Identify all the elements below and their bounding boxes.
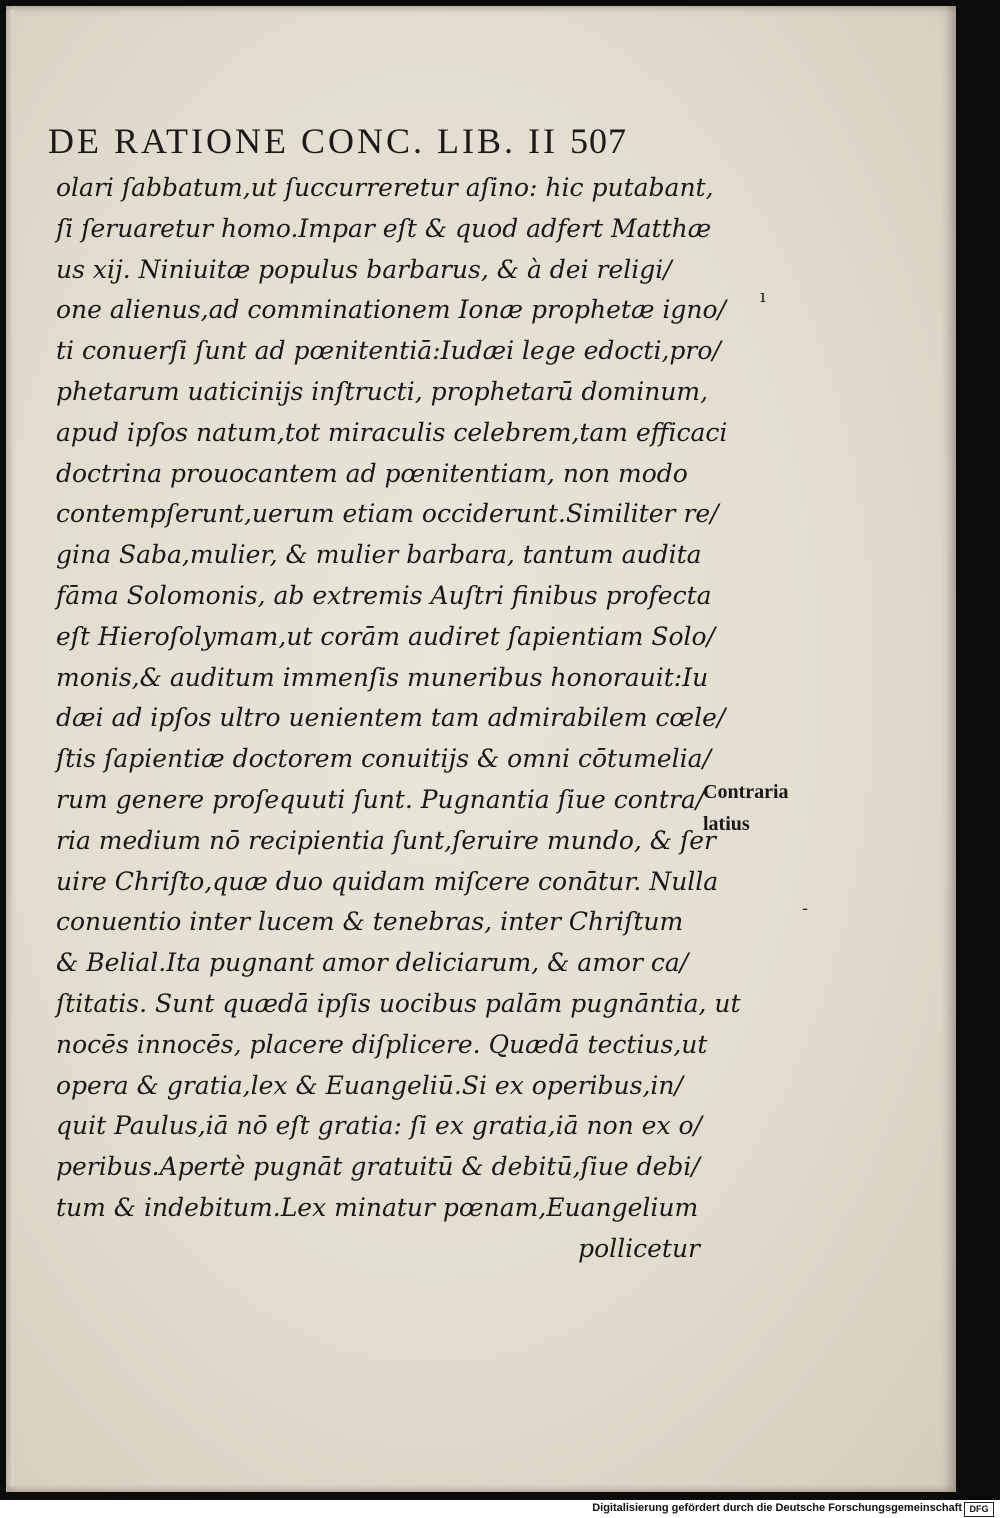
text-line: nocēs innocēs, placere diſplicere. Quædā tectius,ut [56, 1029, 708, 1059]
text-line: uire Chriſto,quæ duo quidam miſcere conātur. Nulla [56, 866, 719, 896]
text-line: quit Paulus,iā nō eſt gratia: ſi ex gratia,iā non ex o/ [56, 1111, 702, 1141]
text-line: phetarum uaticinijs inſtructi, prophetarū dominum, [56, 376, 709, 406]
catchword: pollicetur [578, 1233, 700, 1263]
text-line: peribus.Apertè pugnāt gratuitū & debitū,ſiue debi/ [56, 1152, 700, 1182]
text-line: doctrina prouocantem ad pœnitentiam, non modo [56, 458, 688, 488]
text-line: monis,& auditum immenſis muneribus honorauit:Iu [56, 662, 709, 692]
marginal-note-line: latius [703, 813, 750, 835]
text-line: ſi ſeruaretur homo.Impar eſt & quod adfert Matthæ [56, 213, 712, 243]
ink-speck: ı [760, 286, 766, 307]
text-line: contempſerunt,uerum etiam occiderunt.Similiter re/ [56, 499, 719, 529]
text-line: fāma Solomonis, ab extremis Auſtri finibus profecta [56, 580, 712, 610]
running-header [48, 120, 708, 162]
marginal-note [703, 776, 789, 840]
text-line: ſtitatis. Sunt quædā ipſis uocibus palām pugnāntia, ut [56, 988, 741, 1018]
running-title: DE RATIONE CONC. LIB. II [48, 121, 558, 161]
text-line: ti conuerſi ſunt ad pœnitentiā:Iudæi lege edocti,pro/ [56, 336, 721, 366]
page-gutter-edge [6, 10, 14, 1486]
text-line: tum & indebitum.Lex minatur pœnam,Euangelium [56, 1192, 699, 1222]
text-line: dæi ad ipſos ultro uenientem tam admirabilem cœle/ [56, 703, 726, 733]
text-line: & Belial.Ita pugnant amor deliciarum, & amor ca/ [56, 948, 689, 978]
text-line: olari ſabbatum,ut ſuccurreretur aſino: hic putabant, [56, 173, 714, 202]
text-line: opera & gratia,lex & Euangeliū.Si ex operibus,in/ [56, 1070, 683, 1100]
digitization-credit: Digitalisierung gefördert durch die Deutsche Forschungsgemeinschaft [592, 1502, 962, 1514]
marginal-note-line: Contraria [703, 781, 789, 803]
text-line: ſtis ſapientiæ doctorem conuitijs & omni cōtumelia/ [56, 744, 712, 774]
text-line: us xij. Niniuitæ populus barbarus, & à dei religi/ [56, 254, 672, 284]
ink-speck: - [802, 898, 809, 919]
text-line: rum genere proſequuti ſunt. Pugnantia ſiue contra/ [56, 784, 705, 814]
text-line: one alienus,ad comminationem Ionæ prophetæ igno/ [56, 295, 726, 325]
dfg-logo: DFG [964, 1502, 994, 1517]
text-line: ria medium nō recipientia ſunt,ſeruire mundo, & ſer [56, 825, 716, 855]
text-line: gina Saba,mulier, & mulier barbara, tantum audita [56, 540, 702, 570]
text-line: conuentio inter lucem & tenebras, inter Chriſtum [56, 907, 684, 937]
text-line: apud ipſos natum,tot miraculis celebrem,tam efficaci [56, 417, 728, 447]
text-line: eſt Hieroſolymam,ut corām audiret ſapientiam Solo/ [56, 621, 716, 651]
page-number: 507 [569, 121, 627, 161]
